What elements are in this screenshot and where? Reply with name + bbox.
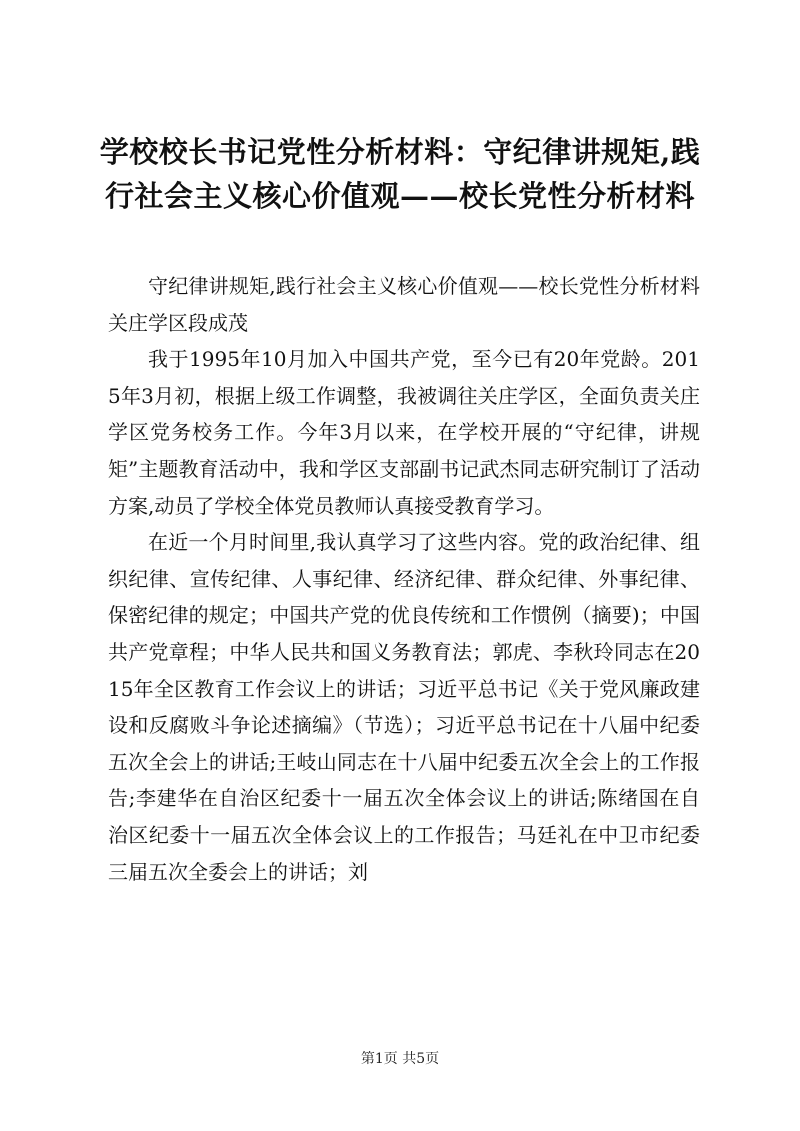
paragraph-study-content: 在近一个月时间里,我认真学习了这些内容。党的政治纪律、组织纪律、宣传纪律、人事纪律、经济纪律、群众纪律、外事纪律、保密纪律的规定；中国共产党的优良传统和工作惯例（摘要)；中国共产党章程；中华人民共和国义务教育法；郭虎、李秋玲同志在2015年全区教育工作会议上的讲话；习近平总书记《关于党风廉政建设和反腐败斗争论述摘编》（节选）；习近平总书记在十八届中纪委五次全会上的讲话;王岐山同志在十八届中纪委五次全会上的工作报告;李建华在自治区纪委十一届五次全体会议上的讲话;陈绪国在自治区纪委十一届五次全体会议上的工作报告；马廷礼在中卫市纪委三届五次全委会上的讲话；刘 [108,530,700,884]
document-title: 学校校长书记党性分析材料：守纪律讲规矩,践行社会主义核心价值观——校长党性分析材料 [99,135,701,213]
paragraph-intro: 守纪律讲规矩,践行社会主义核心价值观——校长党性分析材料关庄学区段成茂 [108,274,700,335]
page-number-footer: 第1页 共5页 [360,1051,440,1067]
paragraph-background: 我于1995年10月加入中国共产党，至今已有20年党龄。2015年3月初，根据上级工作调整，我被调往关庄学区，全面负责关庄学区党务校务工作。今年3月以来，在学校开展的“守纪律，讲规矩”主题教育活动中，我和学区支部副书记武杰同志研究制订了活动方案,动员了学校全体党员教师认真接受教育学习。 [108,347,700,518]
document-body [108,268,700,890]
